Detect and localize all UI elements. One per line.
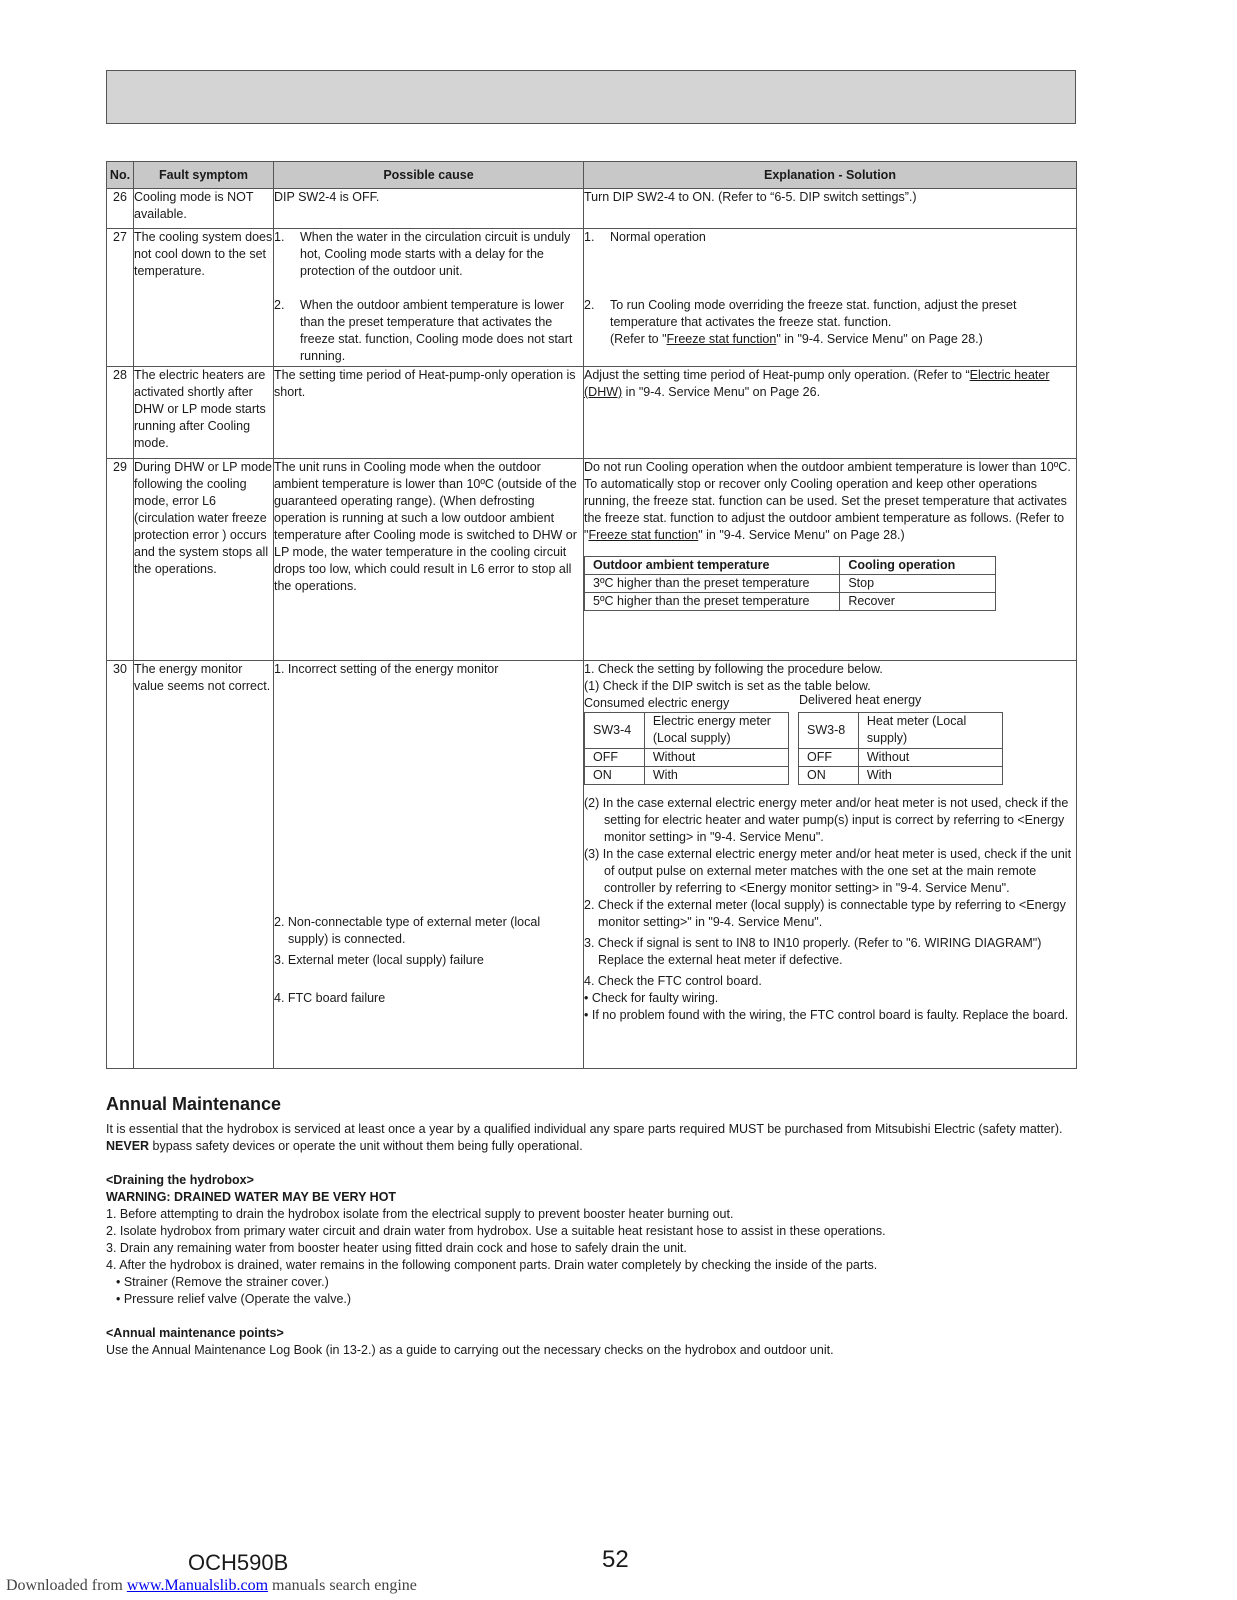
cause-item: 4. FTC board failure — [274, 991, 386, 1005]
list-item: 3. Drain any remaining water from booster heater using fitted drain cock and hose to safely drain the unit. — [106, 1241, 687, 1255]
annual-maintenance-section — [106, 1093, 1076, 1359]
sw-table-cell: Without — [858, 749, 1002, 767]
table-row — [107, 459, 1077, 661]
header-band — [106, 70, 1076, 124]
cause-item: 2. When the outdoor ambient temperature is lower than the preset temperature that activates the freeze stat. function, Cooling mode does not start running. — [274, 298, 573, 363]
electric-heater-link[interactable]: Electric heater (DHW) — [584, 368, 1050, 399]
solution-item: • If no problem found with the wiring, the FTC control board is faulty. Replace the board. — [584, 1008, 1069, 1022]
sw-table-cell: OFF — [585, 749, 645, 767]
header-possible-cause: Possible cause — [274, 162, 584, 189]
cause-item: 3. External meter (local supply) failure — [274, 953, 484, 967]
temperature-table — [584, 556, 996, 611]
solution: Adjust the setting time period of Heat-pump only operation. (Refer to “Electric heater (DHW) in "9-4. Service Menu" on Page 26. — [584, 367, 1077, 459]
temp-table-cell: Recover — [840, 593, 996, 611]
sw-table-cell: OFF — [799, 749, 859, 767]
sw-table-cell: ON — [799, 767, 859, 785]
freeze-stat-link[interactable]: Freeze stat function — [666, 332, 777, 346]
solution — [584, 459, 1077, 661]
cause-item: 1. Incorrect setting of the energy monitor — [274, 662, 499, 676]
fault-symptom: Cooling mode is NOT available. — [134, 189, 274, 229]
fault-symptom: The cooling system does not cool down to the set temperature. — [134, 229, 274, 367]
table-row — [107, 229, 1077, 367]
cause-item: 2. Non-connectable type of external meter (local supply) is connected. — [274, 915, 541, 946]
temp-table-header-outdoor: Outdoor ambient temperature — [585, 557, 840, 575]
download-notice: Downloaded from www.Manualslib.com manuals search engine — [6, 1577, 417, 1594]
sw3-4-table — [584, 712, 789, 785]
document-code: OCH590B — [188, 1550, 289, 1575]
sw-table-cell: Without — [644, 749, 788, 767]
page-number: 52 — [602, 1546, 629, 1573]
row-number: 28 — [107, 367, 134, 459]
row-number: 29 — [107, 459, 134, 661]
list-item: 2. Isolate hydrobox from primary water circuit and drain water from hydrobox. Use a suitable heat resistant hose to assist in these operations. — [106, 1224, 886, 1238]
sw-table-cell: ON — [585, 767, 645, 785]
bullet-item: • Pressure relief valve (Operate the valve.) — [116, 1292, 352, 1306]
solution-item: (3) In the case external electric energy meter and/or heat meter is used, check if the unit of output pulse on external meter matches with the one set at the main remote controller by referring to <Energy monitor setting> in "9-4. Service Menu". — [584, 847, 1072, 895]
solution-item: 2. Check if the external meter (local supply) is connectable type by referring to <Energy monitor setting>" in "9-4. Service Menu". — [584, 898, 1066, 929]
table-row — [107, 661, 1077, 1069]
row-number: 26 — [107, 189, 134, 229]
paragraph: It is essential that the hydrobox is serviced at least once a year by a qualified individual any spare parts required MUST be purchased from Mitsubishi Electric (safety matter). — [106, 1122, 1063, 1136]
possible-cause: DIP SW2-4 is OFF. — [274, 189, 584, 229]
sw3-8-table — [798, 712, 1003, 785]
sw-table-header: SW3-8 — [799, 713, 859, 749]
section-title: Annual Maintenance — [106, 1094, 282, 1114]
row-number: 30 — [107, 661, 134, 1069]
fault-symptom: The electric heaters are activated shortly after DHW or LP mode starts running after Cooling mode. — [134, 367, 274, 459]
header-no: No. — [107, 162, 134, 189]
solution-item: 2. To run Cooling mode overriding the freeze stat. function, adjust the preset temperature that activates the freeze stat. function. (Refer to "Freeze stat function" in "9-4. Service Menu" on Page 28.) — [584, 298, 1017, 346]
delivered-energy-caption: Delivered heat energy — [799, 693, 922, 707]
list-item: 1. Before attempting to drain the hydrobox isolate from the electrical supply to prevent booster heater burning out. — [106, 1207, 734, 1221]
header-explanation-solution: Explanation - Solution — [584, 162, 1077, 189]
possible-cause: The unit runs in Cooling mode when the outdoor ambient temperature is lower than 10ºC (outside of the guaranteed operating range). (When defrosting operation is running at such a low outdoor ambient temperature after Cooling mode is switched to DHW or LP mode, the water temperature in the cooling circuit drops too low, which could result in L6 error to stop all the operations. — [274, 459, 584, 661]
solution: 1. Check the setting by following the procedure below. (1) Check if the DIP switch is set as the table below. Consumed electric energy Delivered heat energy SW3-4 Electric energy meter (Local supply) OFF Without ON With SW3-8 Heat meter (Local supply) OFF Without ON With (2) In the case external electric energy meter and/or heat meter is not used, check if the setting for electric heater and water pump(s) input is correct by referring to <Energy monitor setting> in "9-4. Service Menu". (3) In the case external electric energy meter and/or heat meter is used, check if the unit of output pulse on external meter matches with the one set at the main remote controller by referring to <Energy monitor setting> in "9-4. Service Menu". 2. Check if the external meter (local supply) is connectable type by referring to <Energy monitor setting>" in "9-4. Service Menu". 3. Check if signal is sent to IN8 to IN10 properly. (Refer to "6. WIRING DIAGRAM") Replace the external heat meter if defective. 4. Check the FTC control board. • Check for faulty wiring. • If no problem found with the wiring, the FTC control board is faulty. Replace the board. — [584, 661, 1077, 1069]
paragraph: Use the Annual Maintenance Log Book (in 13-2.) as a guide to carrying out the necessary checks on the hydrobox and outdoor unit. — [106, 1343, 834, 1357]
temp-table-cell: Stop — [840, 575, 996, 593]
header-fault-symptom: Fault symptom — [134, 162, 274, 189]
possible-cause: The setting time period of Heat-pump-only operation is short. — [274, 367, 584, 459]
subsection-title: <Annual maintenance points> — [106, 1326, 284, 1340]
cause-item: 1. When the water in the circulation circuit is unduly hot, Cooling mode starts with a delay for the protection of the outdoor unit. — [274, 230, 571, 278]
solution-item: 4. Check the FTC control board. — [584, 974, 762, 988]
fault-symptom: During DHW or LP mode following the cooling mode, error L6 (circulation water freeze protection error ) occurs and the system stops all the operations. — [134, 459, 274, 661]
sw-table-cell: With — [858, 767, 1002, 785]
solution: Turn DIP SW2-4 to ON. (Refer to “6-5. DIP switch settings”.) — [584, 189, 1077, 229]
sw-table-header: Electric energy meter (Local supply) — [644, 713, 788, 749]
solution-item: 3. Check if signal is sent to IN8 to IN10 properly. (Refer to "6. WIRING DIAGRAM") Replace the external heat meter if defective. — [584, 936, 1042, 967]
troubleshooting-table — [106, 161, 1077, 1069]
list-item: 4. After the hydrobox is drained, water remains in the following component parts. Drain water completely by checking the inside of the parts. — [106, 1258, 878, 1272]
table-row — [107, 189, 1077, 229]
paragraph: NEVER bypass safety devices or operate the unit without them being fully operational. — [106, 1139, 583, 1153]
row-number: 27 — [107, 229, 134, 367]
freeze-stat-link[interactable]: Freeze stat function — [588, 528, 699, 542]
sw-table-cell: With — [644, 767, 788, 785]
bullet-item: • Strainer (Remove the strainer cover.) — [116, 1275, 329, 1289]
warning-text: WARNING: DRAINED WATER MAY BE VERY HOT — [106, 1190, 397, 1204]
temp-table-cell: 5ºC higher than the preset temperature — [585, 593, 840, 611]
sw-table-header: SW3-4 — [585, 713, 645, 749]
consumed-energy-caption: Consumed electric energy — [584, 696, 730, 710]
possible-cause — [274, 229, 584, 367]
table-row — [107, 367, 1077, 459]
fault-symptom: The energy monitor value seems not correct. — [134, 661, 274, 1069]
solution-item: 1. Normal operation — [584, 230, 706, 244]
solution-paragraph: Do not run Cooling operation when the outdoor ambient temperature is lower than 10ºC. — [584, 460, 1071, 474]
solution — [584, 229, 1077, 367]
temp-table-header-cooling: Cooling operation — [840, 557, 996, 575]
solution-item: (2) In the case external electric energy meter and/or heat meter is not used, check if the setting for electric heater and water pump(s) input is correct by referring to <Energy monitor setting> in "9-4. Service Menu". — [584, 796, 1069, 844]
temp-table-cell: 3ºC higher than the preset temperature — [585, 575, 840, 593]
manualslib-link[interactable]: www.Manualslib.com — [126, 1577, 269, 1594]
solution-item: • Check for faulty wiring. — [584, 991, 719, 1005]
sw-table-header: Heat meter (Local supply) — [858, 713, 1002, 749]
subsection-title: <Draining the hydrobox> — [106, 1173, 254, 1187]
table-header-row — [107, 162, 1077, 189]
possible-cause — [274, 661, 584, 1069]
solution-paragraph: To automatically stop or recover only Cooling operation and keep other operations running, the freeze stat. function can be used. Set the preset temperature that activates the freeze stat. function to adjust the outdoor ambient temperature as follows. (Refer to "Freeze stat function" in "9-4. Service Menu" on Page 28.) — [584, 477, 1067, 542]
